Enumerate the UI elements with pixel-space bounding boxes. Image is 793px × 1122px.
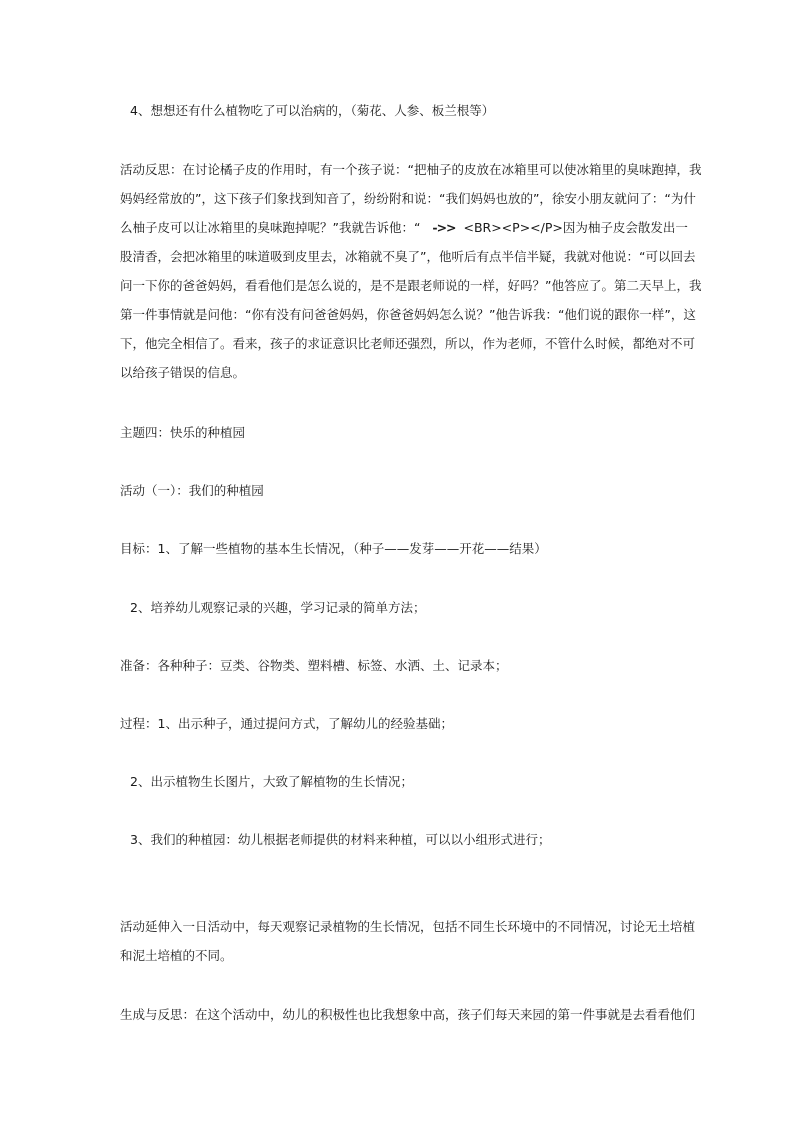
text-line: 2、培养幼儿观察记录的兴趣，学习记录的简单方法； (130, 600, 426, 615)
text-line: 股清香，会把冰箱里的味道吸到皮里去，冰箱就不臭了”，他听后有点半信半疑，我就对他说：“可以回去 (120, 249, 696, 264)
paragraph-process-three (130, 825, 686, 854)
paragraph-process-two (130, 767, 686, 796)
text-line: 2、出示植物生长图片，大致了解植物的生长情况； (130, 774, 413, 789)
text-line: 和泥土培植的不同。 (120, 948, 233, 963)
text-line: 生成与反思：在这个活动中，幼儿的积极性也比我想象中高，孩子们每天来园的第一件事就是去看看他们 (120, 1007, 696, 1022)
arrow-glyphs: ->> (432, 220, 456, 235)
paragraph-medicinal-plants (130, 96, 686, 125)
text-line (120, 213, 688, 242)
paragraph-generation-reflection (120, 1000, 696, 1029)
text-line: 第一件事情就是问他：“你有没有问爸爸妈妈，你爸爸妈妈怎么说？”他告诉我：“他们说的跟你一样”，这 (120, 307, 696, 322)
text-line: 妈妈经常放的”，这下孩子们象找到知音了，纷纷附和说：“我们妈妈也放的”，徐安小朋友就问了：“为什 (120, 191, 696, 206)
text-line: 4、想想还有什么植物吃了可以治病的，（菊花、人参、板兰根等） (130, 103, 495, 118)
text-line: 活动反思：在讨论橘子皮的作用时，有一个孩子说：“把柚子的皮放在冰箱里可以使冰箱里的臭味跑掉，我 (120, 162, 702, 177)
text-line: 目标：1、了解一些植物的基本生长情况，（种子——发芽——开花——结果） (120, 541, 547, 556)
paragraph-activity-reflection (120, 155, 702, 387)
text-line: 3、我们的种植园：幼儿根据老师提供的材料来种植，可以以小组形式进行； (130, 832, 551, 847)
paragraph-preparation (120, 651, 676, 680)
paragraph-process-one (120, 709, 676, 738)
text-line: 下，他完全相信了。看来，孩子的求证意识比老师还强烈，所以，作为老师，不管什么时候，都绝对不可 (120, 336, 696, 351)
text-line: 准备：各种种子：豆类、谷物类、塑料槽、标签、水洒、土、记录本； (120, 658, 508, 673)
text-line: 主题四：快乐的种植园 (120, 425, 246, 440)
text-segment: 么柚子皮可以让冰箱里的臭味跑掉呢？”我就告诉他：“ (120, 220, 421, 235)
paragraph-goal-two (130, 593, 686, 622)
text-line: 活动（一）：我们的种植园 (120, 483, 264, 498)
text-segment: <BR><P></P>因为柚子皮会散发出一 (463, 220, 688, 235)
paragraph-activity-extension (120, 912, 696, 970)
text-line: 问一下你的爸爸妈妈，看看他们是怎么说的，是不是跟老师说的一样，好吗？”他答应了。第二天早上，我 (120, 278, 702, 293)
text-line: 过程：1、出示种子，通过提问方式，了解幼儿的经验基础； (120, 716, 453, 731)
heading-activity-one (120, 476, 676, 505)
text-line: 活动延伸入一日活动中，每天观察记录植物的生长情况，包括不同生长环境中的不同情况，讨论无土培植 (120, 919, 696, 934)
heading-theme-four (120, 418, 676, 447)
paragraph-goal-one (120, 534, 676, 563)
text-line: 以给孩子错误的信息。 (120, 365, 246, 380)
